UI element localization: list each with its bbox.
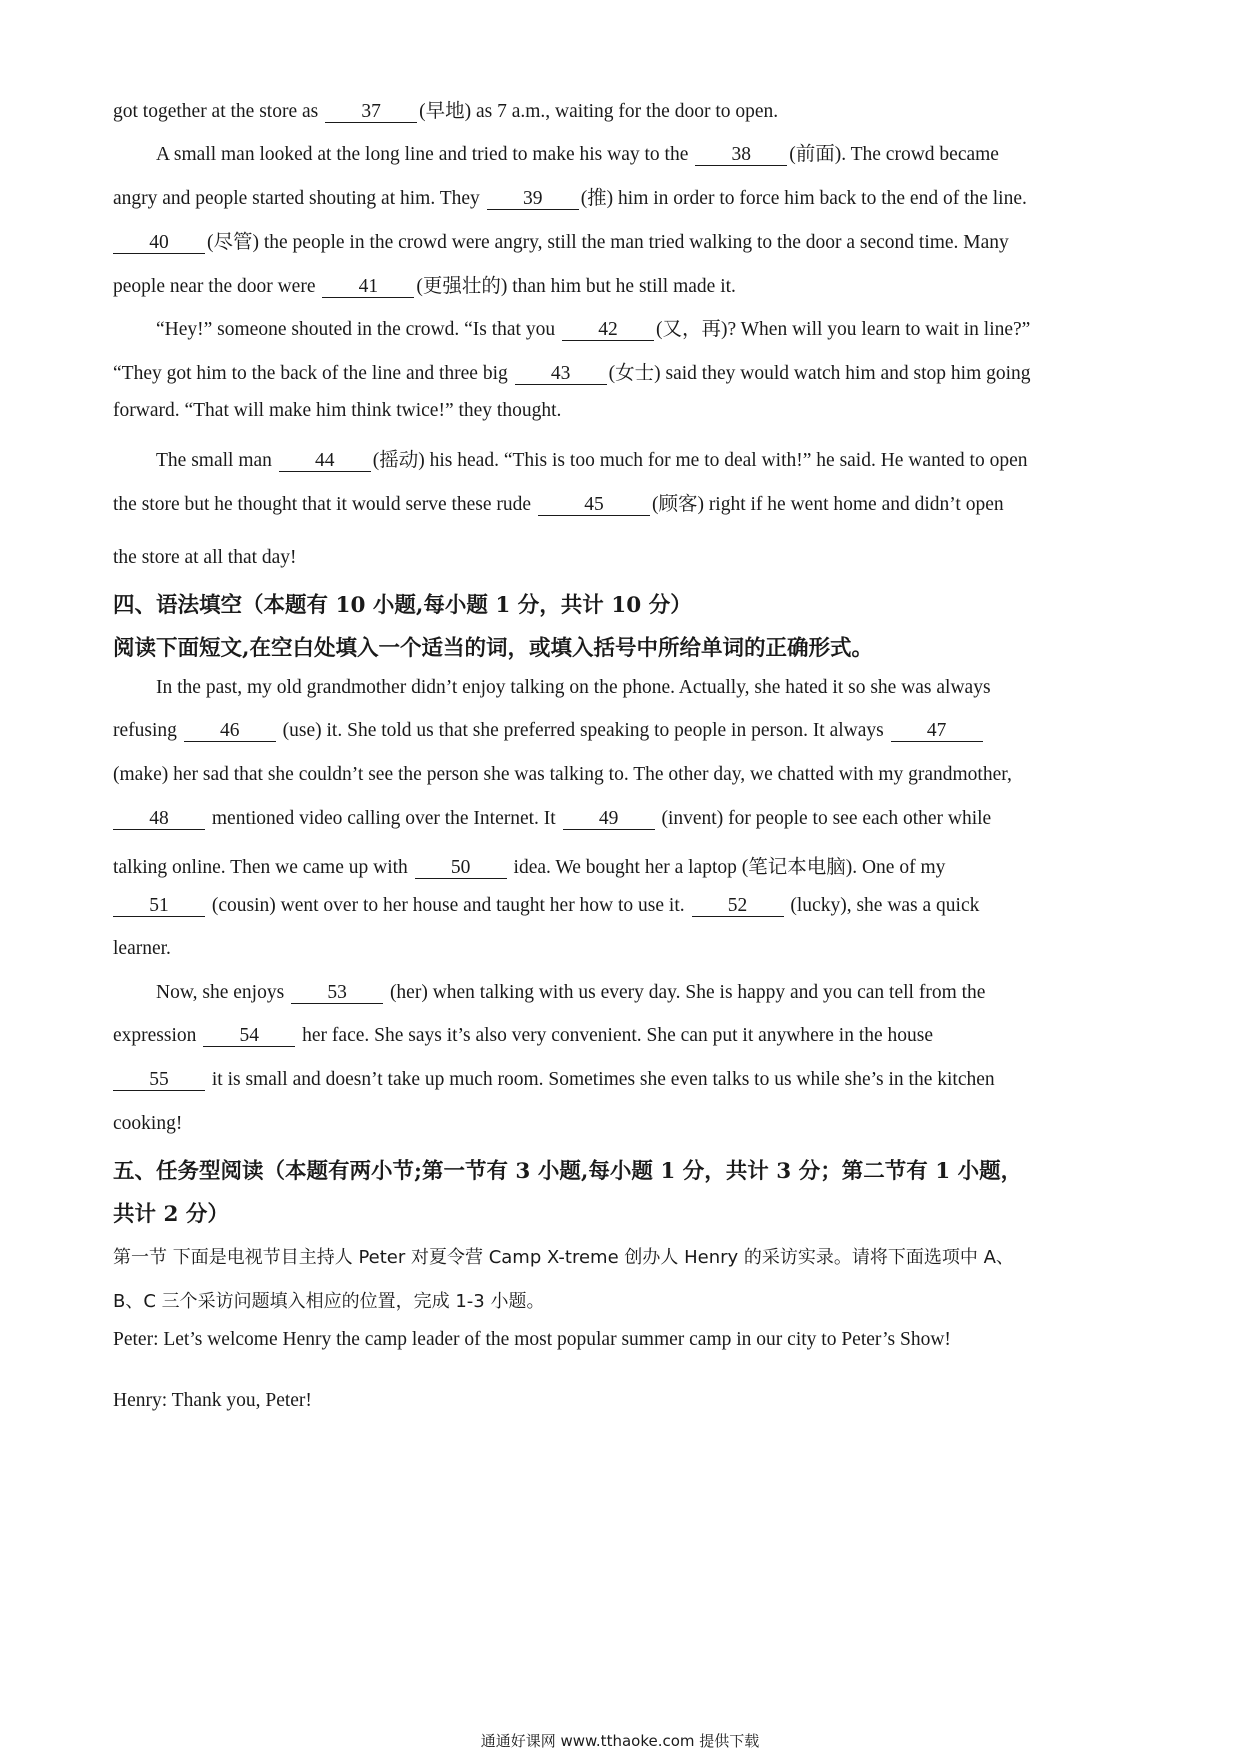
blank-52[interactable]: 52 [692, 896, 784, 917]
blank-46[interactable]: 46 [184, 721, 276, 742]
blank-44[interactable]: 44 [279, 451, 371, 472]
blank-42[interactable]: 42 [562, 320, 654, 341]
s4-line-1: In the past, my old grandmother didn’t enjoy talking on the phone. Actually, she hated it so she was always [156, 677, 991, 698]
blank-41[interactable]: 41 [322, 277, 414, 298]
s4-line-7: learner. [113, 938, 171, 959]
blank-54[interactable]: 54 [203, 1026, 295, 1047]
s3-line-11: the store at all that day! [113, 547, 297, 568]
section4-title: 四、语法填空（本题有 10 小题,每小题 1 分，共计 10 分） [113, 593, 692, 618]
s3-line-3: angry and people started shouting at him. They 39 (推) him in order to force him back to the end of the line. [113, 188, 1027, 209]
s4-line-3: (make) her sad that she couldn’t see the person she was talking to. The other day, we chatted with my grandmother, [113, 764, 1012, 785]
section5-intro-line-2: B、C 三个采访问题填入相应的位置，完成 1-3 小题。 [113, 1291, 545, 1312]
blank-53[interactable]: 53 [291, 983, 383, 1004]
blank-50[interactable]: 50 [415, 858, 507, 879]
blank-49[interactable]: 49 [563, 809, 655, 830]
s4-line-6: 51 (cousin) went over to her house and taught her how to use it. 52 (lucky), she was a quick [113, 895, 979, 917]
s3-line-2: A small man looked at the long line and tried to make his way to the 38 (前面). The crowd became [156, 144, 999, 165]
section5-intro-line-1: 第一节 下面是电视节目主持人 Peter 对夏令营 Camp X-treme 创办人 Henry 的采访实录。请将下面选项中 A、 [113, 1247, 1014, 1268]
blank-37[interactable]: 37 [325, 102, 417, 123]
dialogue-peter: Peter: Let’s welcome Henry the camp leader of the most popular summer camp in our city to Peter’s Show! [113, 1329, 951, 1350]
section5-title-line-1: 五、任务型阅读（本题有两小节;第一节有 3 小题,每小题 1 分，共计 3 分；第二节有 1 小题， [113, 1159, 1023, 1184]
s3-line-6: “Hey!” someone shouted in the crowd. “Is that you 42 (又，再)? When will you learn to wait in line?” [156, 319, 1031, 340]
dialogue-henry: Henry: Thank you, Peter! [113, 1390, 312, 1411]
s3-line-4: 40 (尽管) the people in the crowd were angry, still the man tried walking to the door a second time. Many [113, 226, 1009, 254]
s4-line-8: Now, she enjoys 53 (her) when talking with us every day. She is happy and you can tell from the [156, 982, 986, 1003]
s4-line-9: expression 54 her face. She says it’s also very convenient. She can put it anywhere in the house [113, 1025, 934, 1046]
section5-title-line-2: 共计 2 分） [113, 1202, 229, 1227]
blank-40[interactable]: 40 [113, 233, 205, 254]
s3-line-8: forward. “That will make him think twice!” they thought. [113, 400, 562, 421]
s4-line-4: 48 mentioned video calling over the Internet. It 49 (invent) for people to see each other while [113, 808, 991, 830]
blank-39[interactable]: 39 [487, 189, 579, 210]
blank-55[interactable]: 55 [113, 1070, 205, 1091]
s4-line-10: 55 it is small and doesn’t take up much room. Sometimes she even talks to us while she’s in the kitchen [113, 1069, 995, 1091]
blank-48[interactable]: 48 [113, 809, 205, 830]
blank-47[interactable]: 47 [891, 721, 983, 742]
s4-line-2: refusing 46 (use) it. She told us that she preferred speaking to people in person. It always 47 [113, 720, 985, 742]
s3-line-10: the store but he thought that it would serve these rude 45 (顾客) right if he went home and didn’t open [113, 494, 1004, 515]
s3-line-1: got together at the store as 37 (早地) as 7 a.m., waiting for the door to open. [113, 101, 779, 122]
blank-43[interactable]: 43 [515, 364, 607, 385]
page-footer: 通通好课网 www.tthaoke.com 提供下载 [480, 1732, 760, 1750]
blank-51[interactable]: 51 [113, 896, 205, 917]
s3-line-7: “They got him to the back of the line and three big 43 (女士) said they would watch him and stop him going [113, 363, 1031, 384]
blank-38[interactable]: 38 [695, 145, 787, 166]
section4-instruction: 阅读下面短文,在空白处填入一个适当的词，或填入括号中所给单词的正确形式。 [113, 636, 873, 661]
s4-line-11: cooking! [113, 1113, 183, 1134]
blank-45[interactable]: 45 [538, 495, 650, 516]
s3-line-9: The small man 44 (摇动) his head. “This is too much for me to deal with!” he said. He wanted to open [156, 450, 1028, 471]
s3-line-5: people near the door were 41 (更强壮的) than him but he still made it. [113, 276, 736, 297]
s4-line-5: talking online. Then we came up with 50 idea. We bought her a laptop (笔记本电脑). One of my [113, 857, 946, 878]
